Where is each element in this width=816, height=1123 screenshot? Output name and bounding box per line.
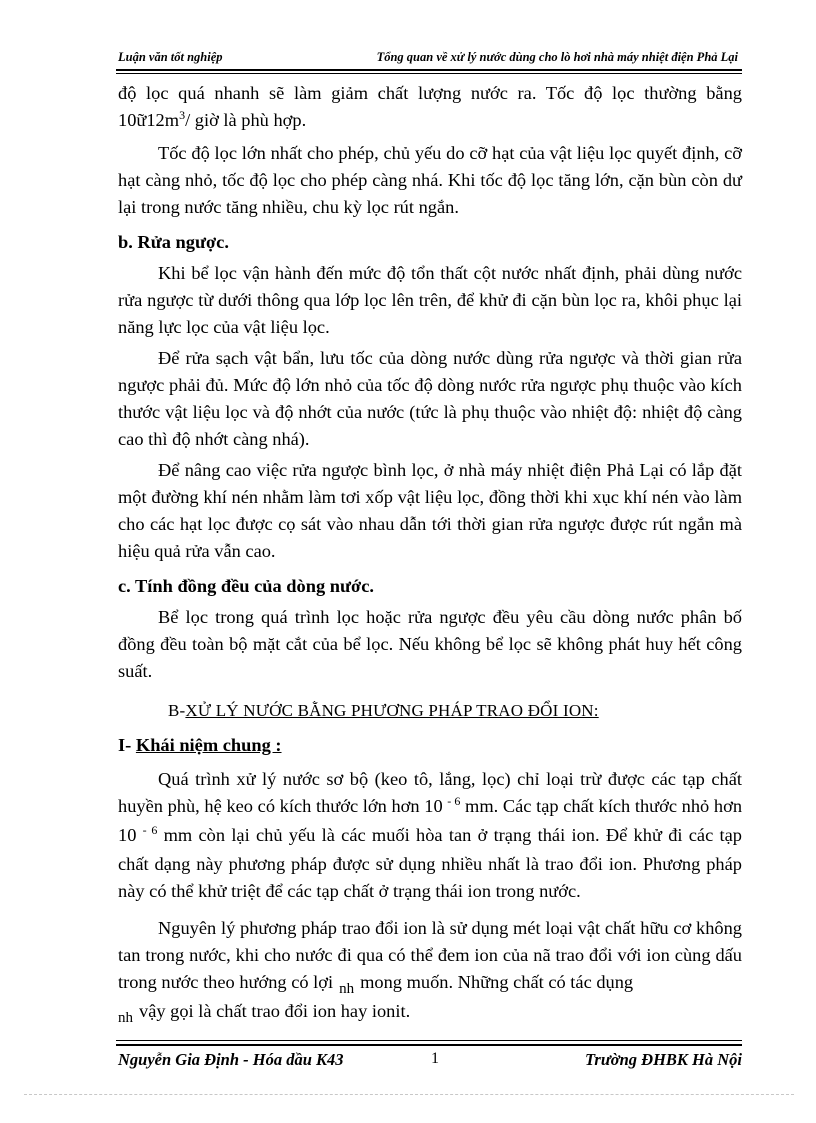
section-title: XỬ LÝ NƯỚC BẰNG PHƯƠNG PHÁP TRAO ĐỔI ION: [185, 701, 599, 720]
paragraph-text: Nguyên lý phương pháp trao đổi ion là sử dụng mét loại vật chất hữu cơ không tan trong nước, khi cho nước đi qua có thể đem ion của nã trao đổi với ion cùng dấu trong nước theo hướng có lợi [118, 918, 742, 992]
paragraph-text: mm còn lại chủ yếu là các muối hòa tan ở trạng thái ion. Để khử đi các tạp chất dạng này phương pháp được sử dụng nhiều nhất là trao đổi ion. Phương pháp này có thể khử triệt để các tạp chất ở trạng thái ion trong nước. [118, 825, 742, 901]
header-rule-thick [116, 69, 742, 71]
paragraph-uniform-flow [118, 604, 742, 685]
header-rule-thin [116, 73, 742, 74]
paragraph-filter-speed [118, 80, 742, 136]
stray-fragment: nh [118, 1010, 133, 1026]
paragraph-text: độ lọc quá nhanh sẽ làm giảm chất lượng nước ra. Tốc độ lọc thường bằng 10ữ12m [118, 83, 742, 130]
paragraph-text: Để rửa sạch vật bẩn, lưu tốc của dòng nước dùng rửa ngược và thời gian rửa ngược phải đủ. Mức độ lớn nhỏ của tốc độ dòng nước rửa ngược phụ thuộc vào kích thước vật liệu lọc và độ nhớt của nước (tức là phụ thuộc vào nhiệt độ: nhiệt độ càng cao thì độ nhớt càng nhá). [118, 348, 742, 449]
paragraph-text: mong muốn. Những chất có tác dụng [360, 972, 634, 992]
page-break-line [24, 1094, 794, 1095]
superscript: - 6 [447, 794, 461, 808]
subheading-prefix: I- [118, 735, 136, 755]
paragraph-text: Tốc độ lọc lớn nhất cho phép, chủ yếu do cỡ hạt của vật liệu lọc quyết định, cỡ hạt càng nhỏ, tốc độ lọc cho phép càng nhá. Khi tốc độ lọc tăng lớn, cặn bùn còn dư lại trong nước tăng nhiều, chu kỳ lọc rút ngắn. [118, 143, 742, 217]
superscript: 3 [179, 108, 186, 122]
footer-rule-thick [116, 1044, 742, 1046]
paragraph-backwash-1 [118, 260, 742, 341]
paragraph-pretreatment [118, 766, 742, 905]
paragraph-backwash-3 [118, 457, 742, 565]
footer-rule-thin [116, 1040, 742, 1041]
stray-fragment: nh [339, 981, 355, 997]
superscript: - 6 [142, 823, 158, 837]
document-body [118, 80, 742, 1027]
paragraph-text: / giờ là phù hợp. [185, 110, 307, 130]
paragraph-text: Khi bể lọc vận hành đến mức độ tổn thất cột nước nhất định, phải dùng nước rửa ngược từ dưới thông qua lớp lọc lên trên, để khử đi cặn bùn lọc ra, khôi phục lại năng lực lọc của vật liệu lọc. [118, 263, 742, 337]
page-header [118, 50, 740, 70]
paragraph-text: Bể lọc trong quá trình lọc hoặc rửa ngược đều yêu cầu dòng nước phân bố đồng đều toàn bộ mặt cắt của bể lọc. Nếu không bể lọc sẽ không phát huy hết công suất. [118, 607, 742, 681]
header-left-text: Luận văn tốt nghiệp [118, 50, 223, 64]
page-footer [118, 1050, 742, 1074]
header-right-text: Tổng quan về xử lý nước dùng cho lò hơi nhà máy nhiệt điện Phả Lại [376, 50, 738, 64]
section-prefix: B- [168, 701, 186, 720]
subheading-general-concept [118, 732, 742, 759]
paragraph-text: mm. Các tạp chất kích thước nhỏ hơn 10 [118, 796, 743, 845]
subheading-title: Khái niệm chung : [135, 735, 282, 755]
footer-institution: Trường ĐHBK Hà Nội [584, 1050, 742, 1069]
page-number: 1 [431, 1050, 439, 1067]
paragraph-text: vậy gọi là chất trao đổi ion hay ionit. [139, 1001, 411, 1021]
footer-author: Nguyễn Gia Định - Hóa dầu K43 [118, 1050, 344, 1069]
paragraph-ion-exchange-principle [118, 915, 742, 1027]
section-heading-ion-exchange [168, 697, 742, 724]
paragraph-text: Để nâng cao việc rửa ngược bình lọc, ở nhà máy nhiệt điện Phả Lại có lắp đặt một đường khí nén nhằm làm tơi xốp vật liệu lọc, đồng thời khi xục khí nén vào làm cho các hạt lọc được cọ sát vào nhau dẫn tới thời gian rửa ngược được rút ngắn mà hiệu quả rửa vẫn cao. [118, 460, 742, 561]
paragraph-max-speed [118, 140, 742, 221]
paragraph-text: Quá trình xử lý nước sơ bộ (keo tô, lắng, lọc) chỉ loại trừ được các tạp chất huyền phù, hệ keo có kích thước lớn hơn 10 [118, 769, 742, 816]
paragraph-backwash-2 [118, 345, 742, 453]
heading-backwash: b. Rửa ngược. [118, 232, 229, 252]
heading-uniform-flow: c. Tính đồng đều của dòng nước. [118, 576, 374, 596]
